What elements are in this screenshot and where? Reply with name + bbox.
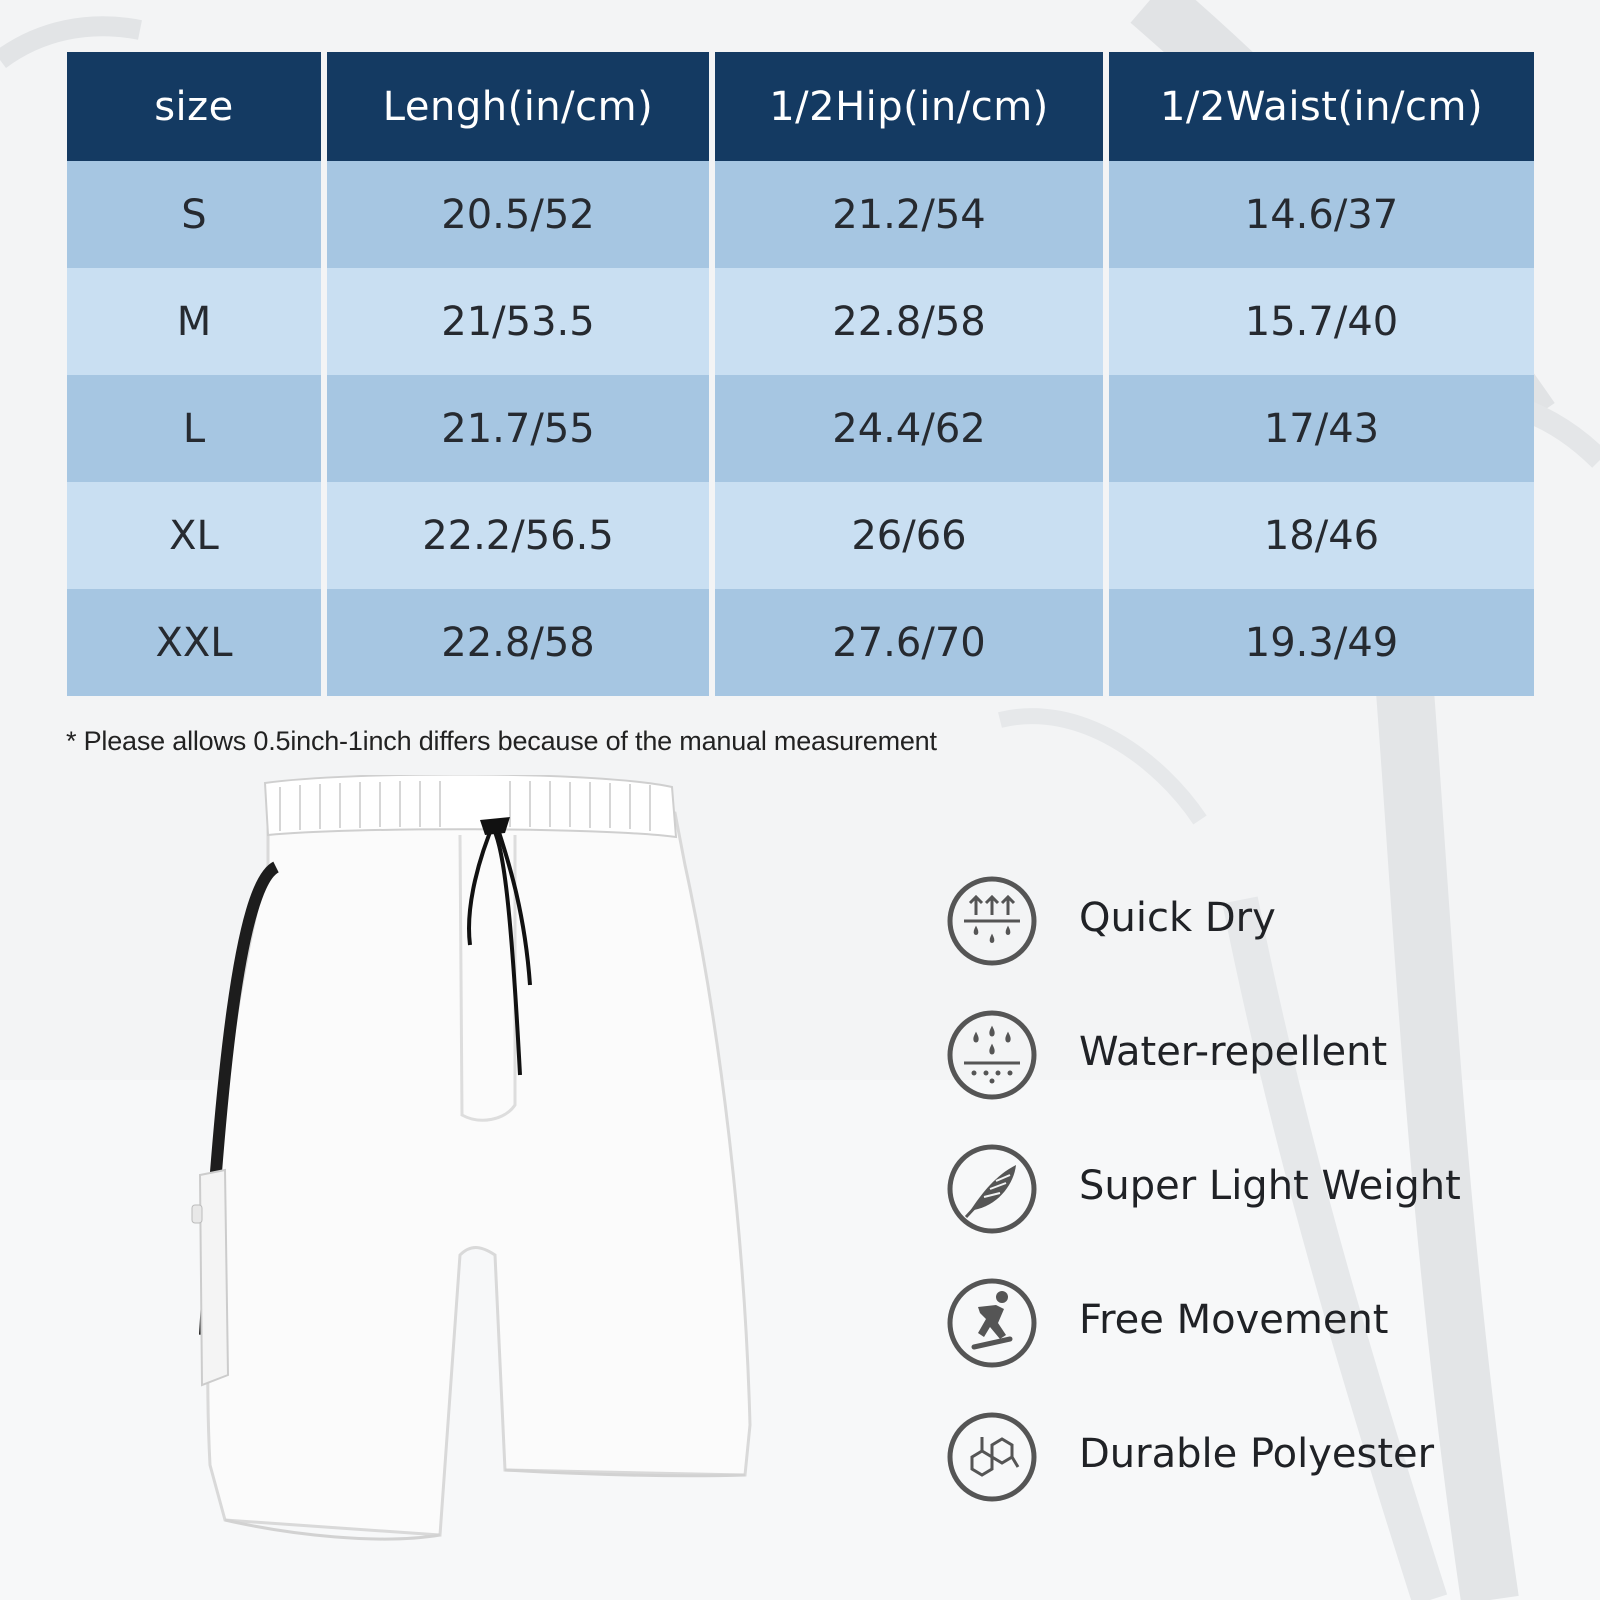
table-row bbox=[67, 375, 1534, 482]
feature-super-light-weight bbox=[944, 1141, 1564, 1237]
header-cell-half-waist: 1/2Waist(in/cm) bbox=[1106, 52, 1534, 161]
waist-cell: 14.6/37 bbox=[1106, 161, 1534, 268]
size-chart-table bbox=[67, 52, 1534, 696]
length-cell: 22.2/56.5 bbox=[324, 482, 712, 589]
water-repellent-icon bbox=[944, 1007, 1040, 1103]
shorts-product-image bbox=[180, 775, 780, 1575]
hip-cell: 24.4/62 bbox=[712, 375, 1106, 482]
feature-label: Free Movement bbox=[1079, 1297, 1389, 1343]
length-cell: 20.5/52 bbox=[324, 161, 712, 268]
size-cell: XXL bbox=[67, 589, 324, 696]
waist-cell: 15.7/40 bbox=[1106, 268, 1534, 375]
table-row bbox=[67, 161, 1534, 268]
feature-label: Super Light Weight bbox=[1079, 1163, 1461, 1209]
hip-cell: 22.8/58 bbox=[712, 268, 1106, 375]
hip-cell: 27.6/70 bbox=[712, 589, 1106, 696]
measurement-note: * Please allows 0.5inch-1inch differs because of the manual measurement bbox=[66, 726, 937, 756]
feather-icon bbox=[944, 1141, 1040, 1237]
feature-water-repellent bbox=[944, 1007, 1564, 1103]
size-chart-header-row bbox=[67, 52, 1534, 161]
feature-label: Durable Polyester bbox=[1079, 1431, 1435, 1477]
hip-cell: 21.2/54 bbox=[712, 161, 1106, 268]
feature-quick-dry bbox=[944, 873, 1564, 969]
waist-cell: 18/46 bbox=[1106, 482, 1534, 589]
waist-cell: 17/43 bbox=[1106, 375, 1534, 482]
table-row bbox=[67, 589, 1534, 696]
size-cell: XL bbox=[67, 482, 324, 589]
header-cell-half-hip: 1/2Hip(in/cm) bbox=[712, 52, 1106, 161]
length-cell: 21/53.5 bbox=[324, 268, 712, 375]
header-cell-length: Lengh(in/cm) bbox=[324, 52, 712, 161]
skater-icon bbox=[944, 1275, 1040, 1371]
waist-cell: 19.3/49 bbox=[1106, 589, 1534, 696]
header-cell-size: size bbox=[67, 52, 324, 161]
table-row bbox=[67, 482, 1534, 589]
table-row bbox=[67, 268, 1534, 375]
size-cell: S bbox=[67, 161, 324, 268]
hip-cell: 26/66 bbox=[712, 482, 1106, 589]
feature-durable-polyester bbox=[944, 1409, 1564, 1505]
feature-free-movement bbox=[944, 1275, 1564, 1371]
feature-label: Quick Dry bbox=[1079, 895, 1276, 941]
molecule-icon bbox=[944, 1409, 1040, 1505]
size-cell: L bbox=[67, 375, 324, 482]
size-cell: M bbox=[67, 268, 324, 375]
quick-dry-icon bbox=[944, 873, 1040, 969]
length-cell: 21.7/55 bbox=[324, 375, 712, 482]
feature-label: Water-repellent bbox=[1079, 1029, 1388, 1075]
length-cell: 22.8/58 bbox=[324, 589, 712, 696]
